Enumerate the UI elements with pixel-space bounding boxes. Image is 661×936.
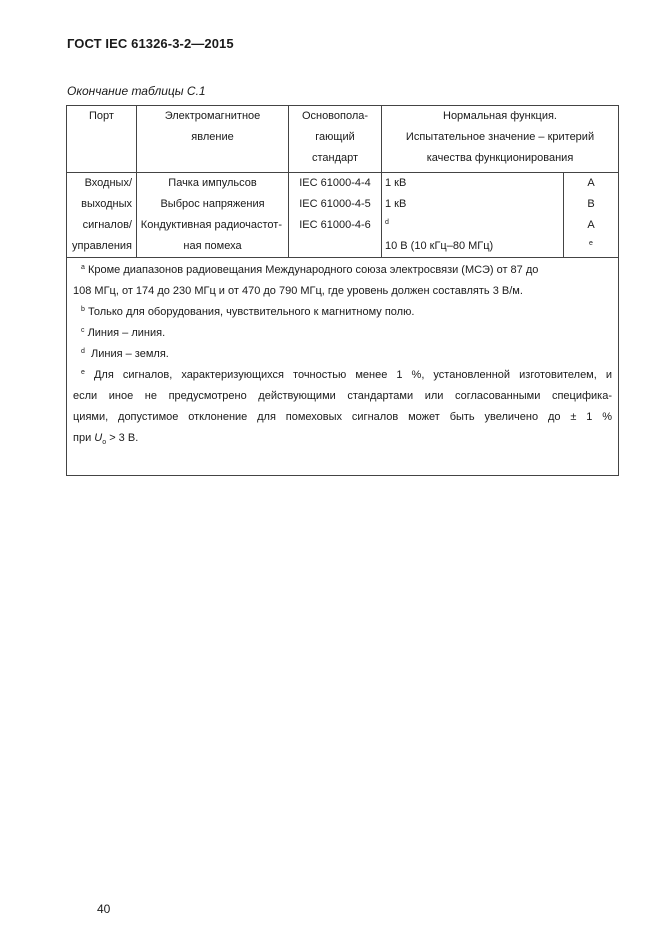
- criterion-text: A: [587, 219, 595, 231]
- test-value: [385, 236, 560, 257]
- standard-value: IEC 61000-4-6: [299, 219, 371, 231]
- page-number: 40: [97, 902, 111, 916]
- notes-cell: [67, 258, 619, 476]
- phenomenon-conducted: Кондуктивная радиочастот-: [140, 219, 282, 231]
- note-d: [81, 344, 612, 365]
- phenomenon-surge: Выброс напряжения: [160, 198, 265, 210]
- header-phenomenon-line: явление: [191, 131, 234, 143]
- test-value: [385, 194, 560, 236]
- note-marker: e: [81, 369, 85, 376]
- port-line: сигналов/: [82, 219, 132, 231]
- value-cell: [382, 173, 564, 258]
- header-standard-line: стандарт: [311, 152, 359, 164]
- criterion-value: [567, 215, 615, 257]
- standard-value: IEC 61000-4-5: [299, 198, 371, 210]
- standard-value: IEC 61000-4-4: [299, 177, 371, 189]
- note-text: Линия – земля.: [91, 348, 169, 360]
- note-e-end: [73, 428, 612, 453]
- note-a: [81, 260, 612, 281]
- note-b: [81, 302, 612, 323]
- note-text: Кроме диапазонов радиовещания Международного союза электросвязи (МСЭ) от 87 до: [87, 264, 539, 276]
- emc-table: [66, 105, 619, 476]
- header-standard: [289, 106, 382, 173]
- header-standard-line: Основопола-: [301, 110, 369, 122]
- port-cell: [67, 173, 137, 258]
- test-value-text: 1 кВ: [385, 177, 407, 189]
- criterion-value: [567, 173, 615, 194]
- note-e-cont: если иное не предусмотрено действующими стандартами или согласованными специфика-: [73, 390, 613, 402]
- note-text: Только для оборудования, чувствительного к магнитному полю.: [87, 306, 415, 318]
- header-port: [67, 106, 137, 173]
- document-header: ГОСТ IEC 61326-3-2—2015: [67, 36, 234, 51]
- header-phenomenon: [137, 106, 289, 173]
- header-port-label: Порт: [89, 110, 114, 122]
- header-function-line: Испытательное значение – критерий: [405, 131, 595, 143]
- footnote-ref: d: [385, 219, 389, 226]
- phenomenon-cell: [137, 173, 289, 258]
- header-function-line: Нормальная функция.: [443, 110, 557, 122]
- voltage-symbol: U: [94, 432, 103, 444]
- test-value: [385, 173, 560, 194]
- header-standard-line: гающий: [315, 131, 355, 143]
- phenomenon-conducted-cont: ная помеха: [183, 240, 242, 252]
- port-line: управления: [72, 240, 132, 252]
- header-phenomenon-line: Электромагнитное: [164, 110, 261, 122]
- test-value-text: 1 кВ: [385, 198, 407, 210]
- note-e-cont: циями, допустимое отклонение для помеховых сигналов может быть увеличено до ± 1 %: [73, 411, 613, 423]
- note-marker: d: [81, 348, 85, 355]
- note-a-cont: 108 МГц, от 174 до 230 МГц и от 470 до 790 МГц, где уровень должен составлять 3 В/м.: [73, 285, 523, 297]
- voltage-subscript: о: [102, 439, 107, 447]
- table-notes-row: [67, 258, 619, 476]
- standard-cell: [289, 173, 382, 258]
- note-marker: a: [81, 264, 85, 271]
- table-header-row: [67, 106, 619, 173]
- note-text: Для сигналов, характеризующихся точностью менее 1 %, установленной изготовителем, и: [93, 369, 613, 381]
- note-c: [81, 323, 612, 344]
- criterion-value: [567, 194, 615, 215]
- criterion-text: B: [587, 198, 595, 210]
- test-value-text: 10 В (10 кГц–80 МГц): [385, 240, 494, 252]
- header-function-line: качества функционирования: [426, 152, 574, 164]
- table-container: [66, 105, 618, 476]
- note-marker: c: [81, 327, 85, 334]
- note-e: [81, 365, 612, 386]
- port-line: выходных: [81, 198, 132, 210]
- phenomenon-burst: Пачка импульсов: [168, 177, 257, 189]
- table-caption: Окончание таблицы С.1: [67, 84, 206, 98]
- footnote-ref: e: [589, 240, 593, 247]
- note-marker: b: [81, 306, 85, 313]
- table-data-row: [67, 173, 619, 258]
- note-text: при: [73, 432, 92, 444]
- port-line: Входных/: [84, 177, 132, 189]
- header-function: [382, 106, 619, 173]
- note-text: > 3 В.: [109, 432, 139, 444]
- note-text: Линия – линия.: [87, 327, 166, 339]
- criterion-text: A: [587, 177, 595, 189]
- criterion-cell: [564, 173, 619, 258]
